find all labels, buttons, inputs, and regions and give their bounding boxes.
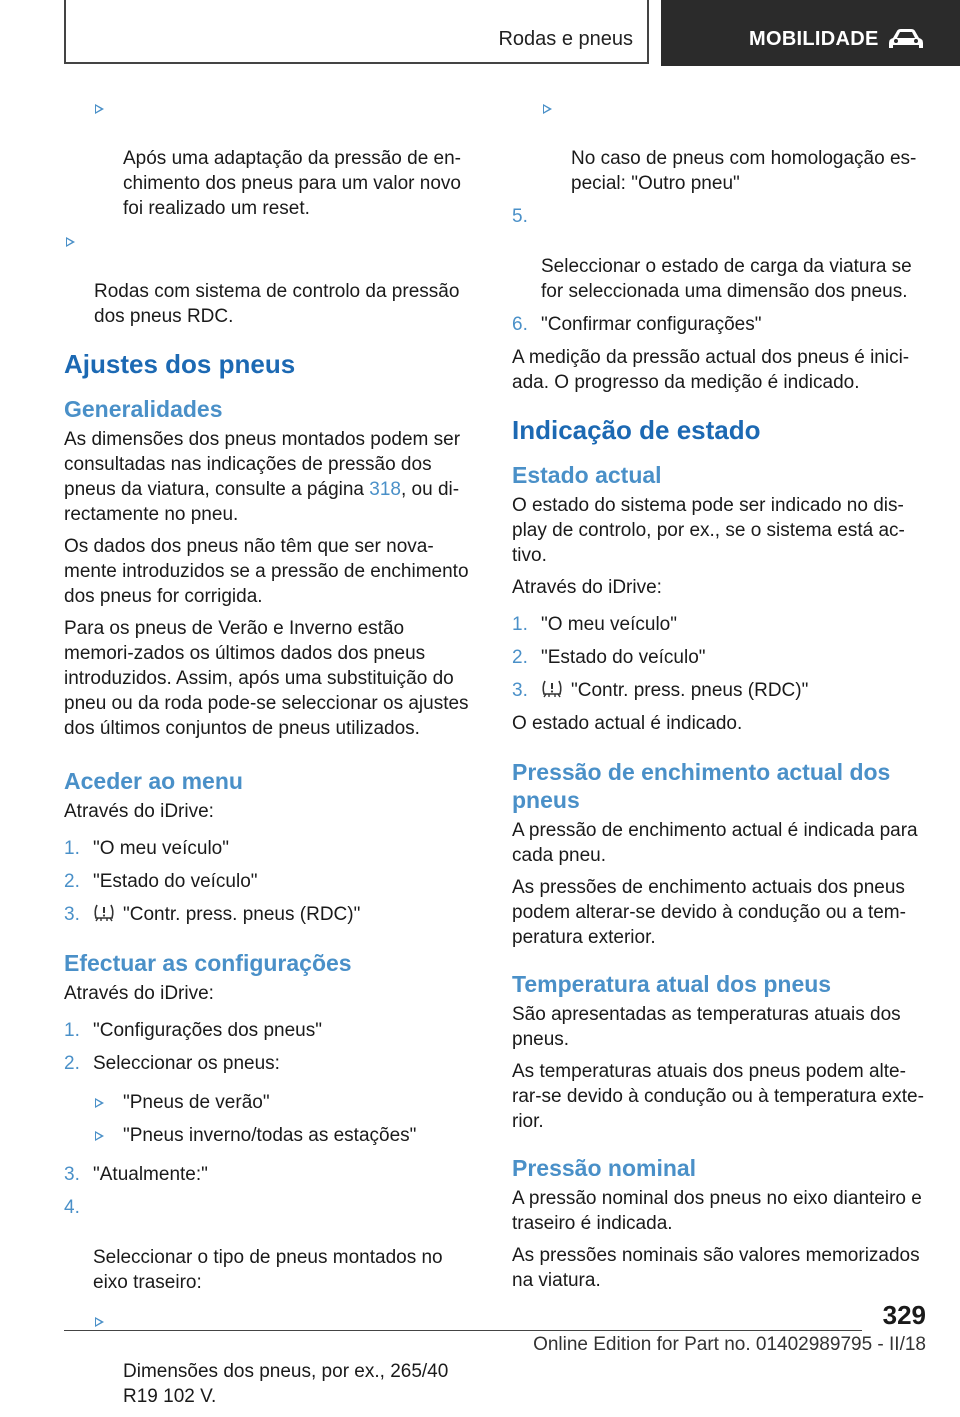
paragraph: Para os pneus de Verão e Inverno estão memori-zados os últimos dados dos pneus introduzidos. Assim, após uma substituição do pneu ou da roda pode-se seleccionar os ajustes dos últimos conjuntos de pneus utilizados. [64, 618, 469, 739]
list-item: Rodas com sistema de controlo da pressão dos pneus RDC. [64, 229, 476, 329]
list-item: 5. Seleccionar o estado de carga da viatura se for seleccionada uma dimensão dos pneus. [512, 206, 912, 302]
paragraph: A medição da pressão actual dos pneus é inici-ada. O progresso da medição é indicado. [512, 347, 910, 393]
triangle-bullet-icon [95, 1131, 104, 1141]
paragraph: Através do iDrive: [64, 983, 214, 1004]
tire-pressure-warning-icon [541, 679, 563, 699]
list-item: 1. "Configurações dos pneus" [64, 1020, 322, 1041]
section-heading: Indicação de estado [512, 415, 761, 445]
list-item: Após uma adaptação da pressão de en- chimento dos pneus para um valor novo foi realizado um reset. [93, 96, 476, 221]
paragraph: São apresentadas as temperaturas atuais dos pneus. [512, 1004, 901, 1050]
paragraph: A pressão nominal dos pneus no eixo dianteiro e traseiro é indicada. [512, 1188, 922, 1234]
list-item: 3. "Atualmente:" [64, 1164, 208, 1185]
chapter-tab [661, 0, 960, 66]
right-column [512, 96, 924, 1300]
section-title: Rodas e pneus [498, 28, 633, 50]
list-item: 3. "Contr. press. pneus (RDC)" [64, 904, 361, 925]
triangle-bullet-icon [95, 1098, 104, 1108]
paragraph: As pressões nominais são valores memorizados na viatura. [512, 1245, 920, 1291]
paragraph: As temperaturas atuais dos pneus podem alte-rar-se devido à condução ou à temperatura exte-rior. [512, 1061, 924, 1132]
left-column [64, 96, 476, 1417]
list-item: No caso de pneus com homologação es- pecial: "Outro pneu" [541, 96, 924, 196]
footer-divider [64, 1330, 862, 1331]
section-tab [64, 0, 649, 64]
list-item: "Pneus inverno/todas as estações" [93, 1123, 476, 1148]
list-item: "Pneus de verão" [93, 1090, 476, 1115]
paragraph: As pressões de enchimento actuais dos pneus podem alterar-se devido à condução ou a tem-peratura exterior. [512, 877, 906, 948]
subsection-heading: Aceder ao menu [64, 768, 243, 794]
list-item: 1. "O meu veículo" [64, 838, 229, 859]
paragraph: O estado actual é indicado. [512, 713, 743, 734]
triangle-bullet-icon [95, 1317, 104, 1327]
triangle-bullet-icon [66, 237, 75, 247]
tire-pressure-warning-icon [93, 903, 115, 923]
list-item: Dimensões dos pneus, por ex., 265/40 R19 102 V. [93, 1309, 476, 1409]
footer-edition: Online Edition for Part no. 01402989795 - II/18 [533, 1334, 926, 1355]
paragraph: A pressão de enchimento actual é indicada para cada pneu. [512, 820, 918, 866]
list-item: 4. Seleccionar o tipo de pneus montados no eixo traseiro: [64, 1197, 443, 1293]
list-item: 1. "O meu veículo" [512, 614, 677, 635]
list-item: 2. "Estado do veículo" [512, 647, 706, 668]
list-item: 3. "Contr. press. pneus (RDC)" [512, 680, 809, 701]
triangle-bullet-icon [543, 104, 552, 114]
section-heading: Ajustes dos pneus [64, 349, 296, 379]
page-number: 329 [882, 1300, 926, 1330]
subsection-heading: Temperatura atual dos pneus [512, 971, 832, 997]
chapter-title: MOBILIDADE [749, 28, 879, 50]
list-item: 2. Seleccionar os pneus: [64, 1053, 280, 1074]
list-item: 2. "Estado do veículo" [64, 871, 258, 892]
page-reference-link[interactable]: 318 [369, 479, 401, 500]
page-header [0, 0, 960, 66]
subsection-heading: Estado actual [512, 462, 662, 488]
subsection-heading: Generalidades [64, 396, 223, 422]
subsection-heading: Efectuar as configurações [64, 950, 352, 976]
paragraph: O estado do sistema pode ser indicado no dis-play de controlo, por ex., se o sistema está ac-tivo. [512, 495, 905, 566]
subsection-heading: Pressão de enchimento actual dos pneus [512, 759, 891, 813]
car-icon [887, 28, 925, 52]
paragraph: Os dados dos pneus não têm que ser nova-mente introduzidos se a pressão de enchimento dos pneus for corrigida. [64, 536, 469, 607]
triangle-bullet-icon [95, 104, 104, 114]
paragraph: As dimensões dos pneus montados podem ser consultadas nas indicações de pressão dos pneus da viatura, consulte a página 318, ou di-rectamente no pneu. [64, 429, 461, 525]
paragraph: Através do iDrive: [512, 577, 662, 598]
subsection-heading: Pressão nominal [512, 1155, 697, 1181]
list-item: 6. "Confirmar configurações" [512, 314, 762, 335]
paragraph: Através do iDrive: [64, 801, 214, 822]
